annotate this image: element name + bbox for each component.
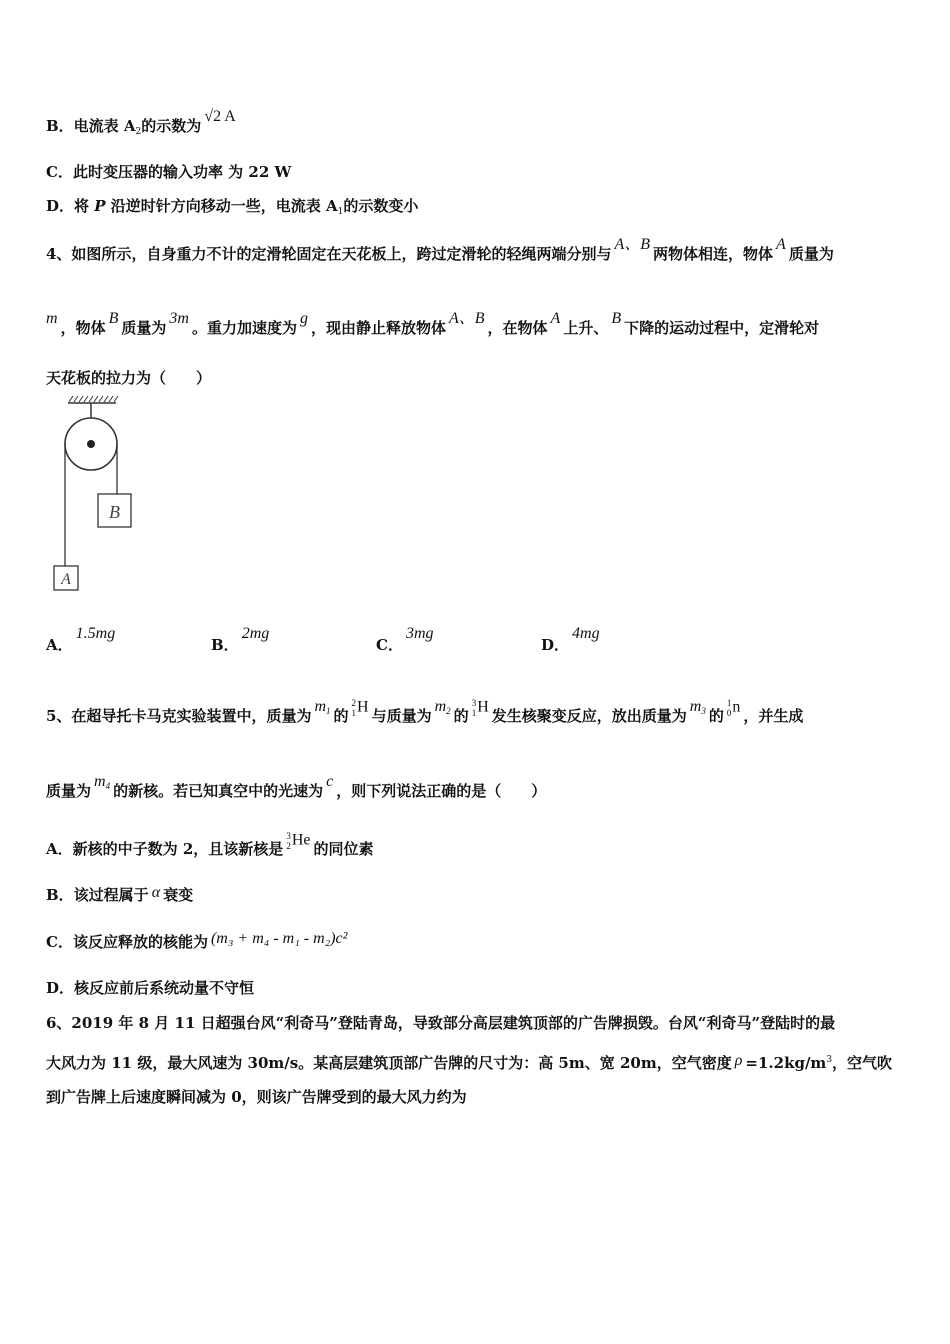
q5-a-post: 的同位素 — [313, 840, 374, 858]
nuclide-he3 — [286, 830, 310, 851]
math-g: g — [299, 310, 308, 327]
math-m3 — [690, 697, 706, 721]
option-label: D． — [541, 636, 570, 654]
q5-c-pre: C．该反应释放的核能为 — [46, 933, 208, 951]
math-ab: A、B — [448, 310, 485, 327]
q4-text: 质量为 — [788, 245, 834, 263]
q3-b-mid: 的示数为 — [141, 117, 202, 135]
q5-text: 质量为 — [46, 782, 92, 800]
m-sub: 2 — [446, 706, 451, 716]
m-symbol: m — [94, 773, 106, 790]
math-alpha: α — [151, 884, 161, 901]
q4-line-3: 天花板的拉力为（ ） — [46, 369, 212, 387]
mass-number: 3 — [286, 830, 291, 841]
q5-option-b — [46, 885, 193, 906]
q5-text: ，则下列说法正确的是（ ） — [336, 782, 547, 800]
math-rho: ρ — [734, 1052, 743, 1069]
q5-line-2 — [46, 773, 547, 806]
q5-text: 的 — [708, 707, 724, 725]
q3-option-c: C．此时变压器的输入功率 为 22 W — [46, 163, 292, 181]
q3-d-mid: 沿逆时针方向移动一些，电流表 A — [105, 197, 338, 215]
q6-text: ，空气吹 — [832, 1054, 893, 1072]
q5-b-pre: B．该过程属于 — [46, 886, 149, 904]
q5-option-c — [46, 932, 350, 953]
q4-option-a — [46, 625, 118, 655]
sqrt2-math: √2 A — [204, 108, 236, 125]
q6-text: 大风力为 11 级，最大风速为 30m/s。某高层建筑顶部广告牌的尺寸为：高 5m、宽 20m，空气密度 — [46, 1054, 732, 1072]
q5-text: ，并生成 — [743, 707, 804, 725]
q5-text: 的 — [333, 707, 349, 725]
m-sub: 4 — [105, 781, 111, 791]
q3-d-p: P — [94, 197, 106, 215]
q5-text: 发生核聚变反应，放出质量为 — [491, 707, 687, 725]
option-value: 4mg — [572, 625, 600, 642]
q6-line-3: 到广告牌上后速度瞬间减为 0，则该广告牌受到的最大风力约为 — [46, 1088, 467, 1106]
block-a-label: A — [61, 571, 71, 588]
mass-number: 2 — [351, 697, 357, 708]
q4-text: ，物体 — [60, 319, 106, 337]
math-c: c — [326, 773, 334, 790]
q4-option-c — [376, 625, 437, 655]
mass-number: 3 — [471, 697, 477, 708]
q5-text: 的 — [453, 707, 469, 725]
option-value: 1.5mg — [75, 625, 116, 642]
q6-sup: 3 — [826, 1055, 833, 1065]
q3-option-b — [46, 108, 239, 142]
q5-option-a — [46, 830, 374, 861]
energy-formula: (m₃ + m₄ - m₁ - m₂)c² — [210, 930, 348, 947]
q3-b-sub: 2 — [135, 127, 142, 137]
q4-text: 两物体相连，物体 — [653, 245, 774, 263]
math-m2 — [435, 697, 451, 721]
math-m: m — [46, 310, 58, 327]
q4-option-d — [541, 625, 603, 655]
q5-text: 的新核。若已知真空中的光速为 — [113, 782, 324, 800]
math-b: B — [611, 310, 622, 327]
q4-text: 下降的运动过程中，定滑轮对 — [624, 319, 820, 337]
q3-d-pre: D．将 — [46, 197, 95, 215]
q6-text: =1.2kg/m — [745, 1054, 827, 1072]
nuclide-h3 — [472, 697, 489, 718]
atomic-number: 1 — [471, 707, 477, 718]
q5-line-1 — [46, 697, 804, 731]
q5-a-pre: A．新核的中子数为 2，且该新核是 — [46, 840, 284, 858]
m-sub: 3 — [701, 706, 706, 716]
q4-text: 上升、 — [563, 319, 609, 337]
math-3m: 3m — [169, 310, 189, 327]
element-symbol: n — [732, 698, 741, 716]
q3-d-post: 的示数变小 — [343, 197, 419, 215]
nuclide-neutron — [727, 697, 741, 718]
element-symbol: H — [357, 698, 369, 716]
option-value: 2mg — [241, 625, 270, 642]
q4-text: ，在物体 — [487, 319, 548, 337]
q4-text: 。重力加速度为 — [191, 319, 297, 337]
element-symbol: He — [291, 831, 311, 849]
q5-text: 5、在超导托卡马克实验装置中，质量为 — [46, 707, 312, 725]
m-symbol: m — [314, 698, 327, 715]
q3-b-pre: B．电流表 A — [46, 117, 136, 135]
option-label: A． — [46, 636, 73, 654]
q6-line-1: 6、2019 年 8 月 11 日超强台风“利奇马”登陆青岛，导致部分高层建筑顶部的广告牌损毁。台风“利奇马”登陆时的最 — [46, 1014, 836, 1032]
atomic-number: 1 — [351, 707, 357, 718]
q5-text: 与质量为 — [371, 707, 432, 725]
option-label: B． — [211, 636, 239, 654]
math-ab: A、B — [614, 236, 651, 253]
element-symbol: H — [477, 698, 489, 716]
math-a: A — [550, 310, 561, 327]
math-m1 — [314, 697, 330, 721]
atomic-number: 2 — [286, 840, 291, 851]
q4-text: 质量为 — [121, 319, 167, 337]
math-m4 — [94, 772, 110, 796]
q3-d-sub: 1 — [337, 207, 344, 217]
math-a: A — [776, 236, 786, 253]
mass-number: 1 — [726, 697, 732, 708]
m-sub: 1 — [326, 706, 331, 716]
q5-option-d: D．核反应前后系统动量不守恒 — [46, 979, 255, 997]
pulley-axle — [87, 440, 95, 448]
option-value: 3mg — [405, 625, 434, 642]
q4-text: ，现由静止释放物体 — [310, 319, 446, 337]
q3-option-d — [46, 196, 418, 222]
q4-option-b — [211, 625, 272, 655]
block-b-label: B — [109, 502, 120, 522]
q4-text: 4、如图所示，自身重力不计的定滑轮固定在天花板上，跨过定滑轮的轻绳两端分别与 — [46, 245, 612, 263]
q4-line-1 — [46, 236, 834, 265]
q4-line-2 — [46, 310, 820, 339]
ceiling-icon — [68, 396, 118, 403]
nuclide-h2 — [352, 697, 369, 718]
math-b: B — [108, 310, 119, 327]
q5-b-post: 衰变 — [163, 886, 194, 904]
pulley-diagram — [50, 394, 150, 599]
q6-line-2 — [46, 1050, 892, 1074]
m-symbol: m — [689, 698, 702, 715]
m-symbol: m — [434, 698, 447, 715]
option-label: C． — [376, 636, 403, 654]
atomic-number: 0 — [726, 707, 732, 718]
